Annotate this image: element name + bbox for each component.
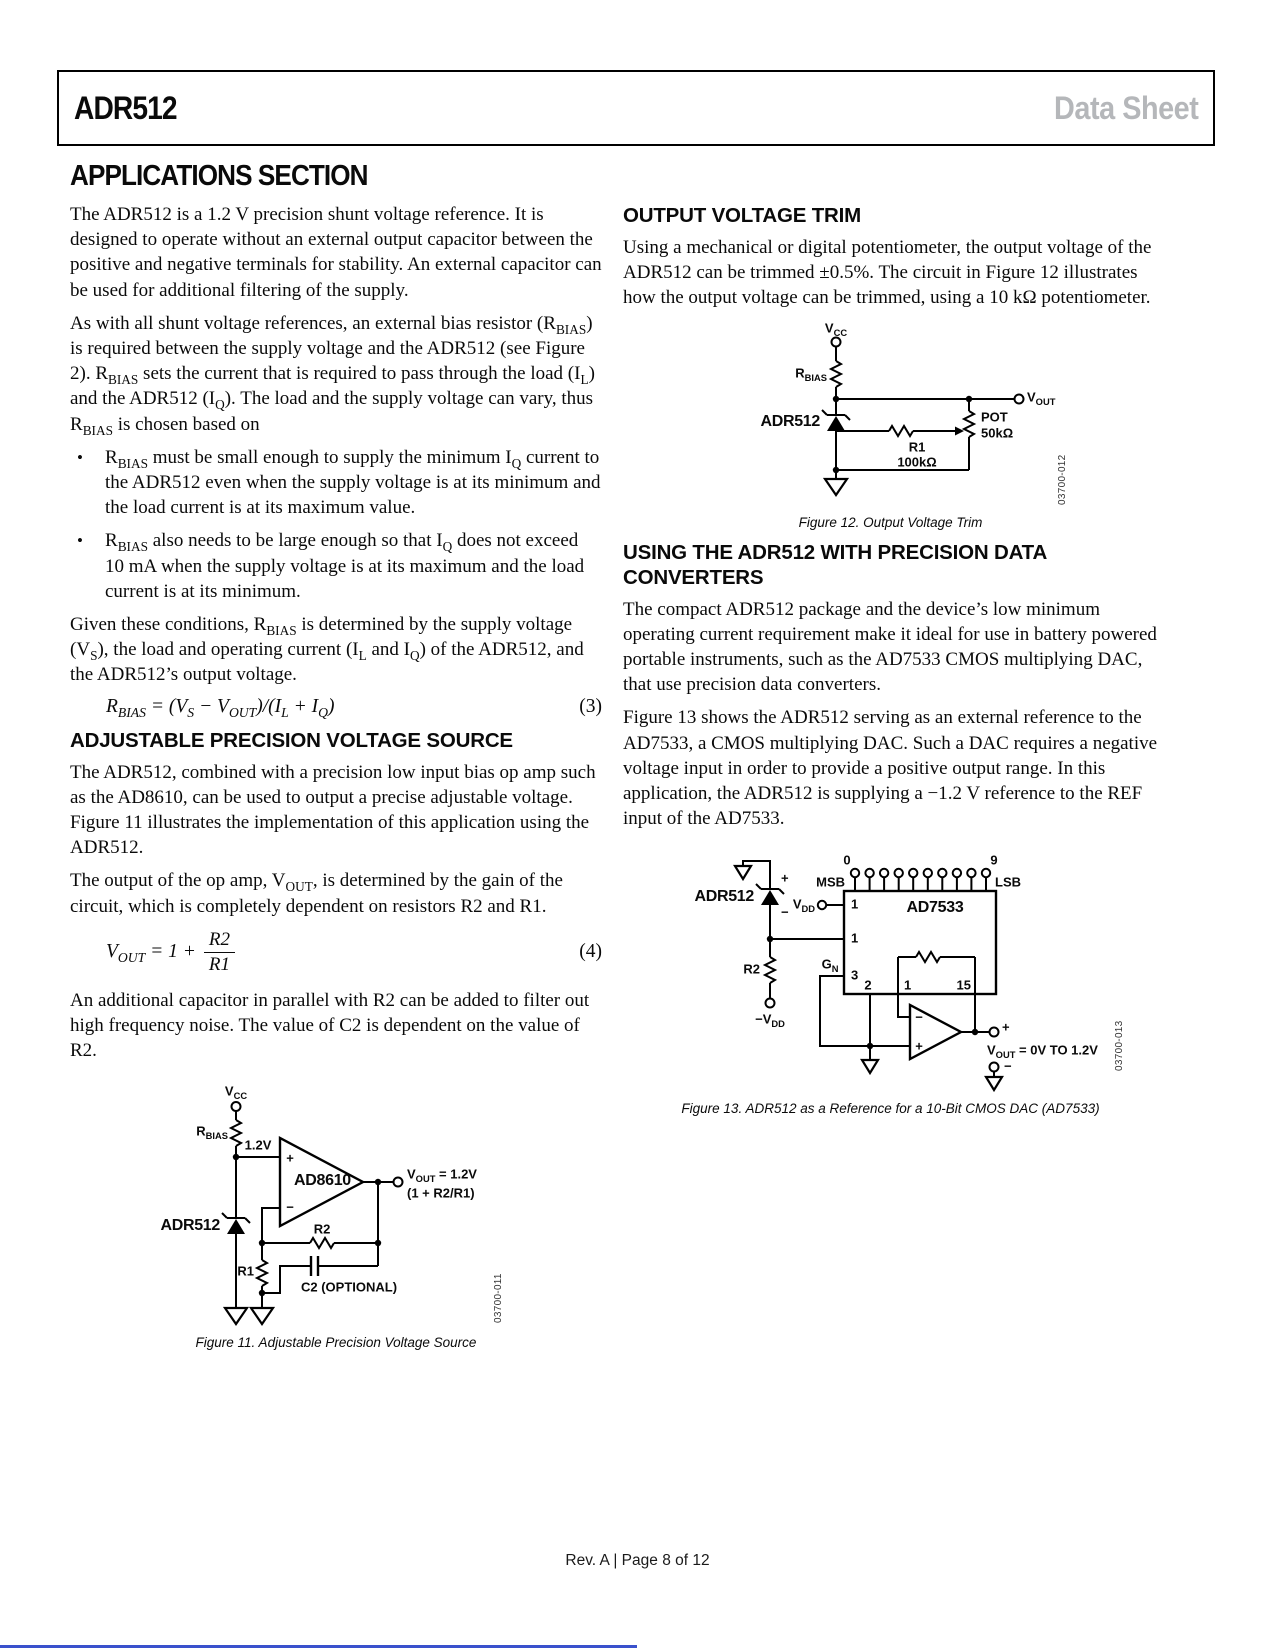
label-vdd: $V_{DD}$ [792,896,815,915]
figure-11-caption: Figure 11. Adjustable Precision Voltage Source [195,1335,477,1351]
ground-symbol [225,1308,247,1324]
bullet-text: $R_{BIAS}$ must be small enough to supply the minimum $I_Q$ current to the ADR512 even when the supply voltage is at its minimum and the load current is at its maximum value. [105,446,601,519]
label-pot-value: 50kΩ [981,425,1014,441]
label-opamp-minus: − [286,1200,294,1216]
label-opamp-plus: + [915,1038,923,1054]
label-pin15: 15 [956,977,971,993]
fraction-denominator: R1 [208,953,231,975]
equation-body: $R_{BIAS} = (V_S - V_{OUT})/(I_L + I_Q)$ [106,695,335,720]
paragraph: The ADR512, combined with a precision low input bias op amp such as the AD8610, can be used to output a precise adjustable voltage. Figure 11 illustrates the implementation of this application using the ADR512. [70,761,596,859]
figure-code: 03700-011 [493,1273,504,1324]
ground-symbol [986,1077,1002,1090]
bullet-item [70,445,602,521]
paragraph: Using a mechanical or digital potentiometer, the output voltage of the ADR512 can be trimmed ±0.5%. The circuit in Figure 12 illustrates how the output voltage can be trimmed, using a 10 kΩ potentiometer. [623,237,1152,309]
resistor-rbias [831,361,841,387]
zener-diode-adr512 [761,890,779,905]
figure-12-caption: Figure 12. Output Voltage Trim [798,514,983,530]
label-c2: C2 (OPTIONAL) [301,1280,398,1296]
label-vout: $V_{OUT} = 0V$ TO 1.2V [987,1042,1098,1061]
paragraph: Given these conditions, $R_{BIAS}$ is determined by the supply voltage $(V_S)$, the load and operating current ($I_L$ and $I_Q$) of the ADR512, and the ADR512’s output voltage. [70,614,584,686]
paragraph: As with all shunt voltage references, an external bias resistor $(R_{BIAS})$ is required between the supply voltage and the ADR512 (see Figure 2). $R_{BIAS}$ sets the current that is required to pass through the load $(I_L)$ and the ADR512 $(I_Q)$. The load and the supply voltage can vary, thus $R_{BIAS}$ is chosen based on [70,312,595,438]
subsection-title: USING THE ADR512 WITH PRECISION DATA CONVERTERS [623,540,1048,589]
ground-symbol [862,1060,878,1073]
data-bit-pins [851,869,990,891]
equation-4 [70,929,602,976]
figure-13 [658,839,1128,1097]
label-pin2: 2 [864,977,872,993]
label-vcc: $V_{CC}$ [824,320,848,338]
page-footer: Rev. A | Page 8 of 12 [565,1552,710,1569]
label-1v2: 1.2V [244,1138,272,1154]
resistor-r2 [765,957,775,983]
subsection-title: ADJUSTABLE PRECISION VOLTAGE SOURCE [70,728,513,752]
label-msb: MSB [816,874,845,890]
ground-symbol [251,1308,273,1324]
label-ad7533: AD7533 [906,899,964,917]
output-minus-terminal [986,1063,1002,1091]
label-pin3: 3 [851,967,859,983]
label-gn: $G_N$ [821,956,839,975]
label-r1: R1 [237,1264,254,1280]
label-pot: POT [981,409,1008,425]
label-vout: $V_{OUT}$ [1027,389,1056,407]
equation-number: (4) [579,941,602,963]
resistor-r1 [889,426,913,436]
subsection-title: OUTPUT VOLTAGE TRIM [623,204,862,227]
paragraph: The output of the op amp, $V_{OUT}$, is determined by the gain of the circuit, which is completely dependent on resistors R2 and R1. [70,870,563,917]
zener-diode-adr512 [222,1213,250,1308]
supply-rail [831,337,841,415]
label-adr512: ADR512 [760,412,820,430]
paragraph: The compact ADR512 package and the device’s low minimum operating current requirement make it ideal for use in battery powered portable instruments, such as the AD7533 CMOS multiplying DAC, that use precision data converters. [623,598,1157,696]
label-opamp-plus: + [286,1151,294,1167]
page-title: APPLICATIONS SECTION [70,160,368,192]
figure-12 [693,319,1133,511]
product-name: ADR512 [74,89,177,126]
right-column [623,203,1158,1124]
label-r1-value: 100kΩ [897,454,937,470]
resistor-rbias [231,1120,241,1146]
label-out-plus: + [1002,1019,1010,1035]
label-diode-minus: − [781,904,789,920]
vdd-pin [818,901,844,909]
label-rbias: $R_{BIAS}$ [795,365,827,383]
wiper-arrow [955,426,964,435]
bullet-icon: • [77,531,83,551]
label-opamp-minus: − [915,1009,923,1025]
figure-code: 03700-013 [1114,1020,1125,1072]
fraction [204,929,235,976]
bullet-icon: • [77,447,83,467]
label-pin1b: 1 [851,930,859,946]
label-neg-vdd: $-V_{DD}$ [755,1011,785,1030]
zener-diode-adr512 [822,410,850,470]
label-bit0: 0 [843,852,851,868]
resistor-r1 [257,1260,267,1286]
label-out-minus: − [1004,1058,1012,1074]
label-diode-plus: + [781,870,789,886]
label-gain: (1 + R2/R1) [407,1186,475,1202]
out1-to-opamp [898,994,910,1017]
label-r2: R2 [743,961,760,977]
label-ad8610: AD8610 [294,1172,351,1190]
fraction-numerator: R2 [204,929,235,953]
potentiometer [964,411,974,437]
paragraph: Figure 13 shows the ADR512 serving as an external reference to the AD7533, a CMOS multiplying DAC. Such a DAC requires a negative voltage input in order to provide a positive output range. In this application, the ADR512 is supplying a −1.2 V reference to the REF input of the AD7533. [623,707,1158,830]
label-adr512: ADR512 [694,888,754,906]
label-bit9: 9 [990,852,998,868]
figure-13-caption: Figure 13. ADR512 as a Reference for a 10-Bit CMOS DAC (AD7533) [681,1101,1100,1117]
ground-symbol [735,866,751,879]
label-adr512: ADR512 [160,1217,220,1235]
label-rbias: $R_{BIAS}$ [196,1124,228,1142]
capacitor-c2 [311,1256,318,1276]
figure-code: 03700-012 [1057,454,1068,505]
doc-type-label: Data Sheet [1053,89,1198,126]
figure-11 [70,1071,602,1331]
label-lsb: LSB [995,874,1021,890]
bullet-item [70,528,602,604]
paragraph: The ADR512 is a 1.2 V precision shunt voltage reference. It is designed to operate without an external output capacitor between the positive and negative terminals for stability. An external capacitor can be used for additional filtering of the supply. [70,204,602,301]
header [57,70,1215,146]
equation-body: $V_{OUT} = 1$ + [106,941,196,966]
label-pin1a: 1 [851,896,859,912]
left-column [70,160,602,1358]
resistor-r2 [310,1238,334,1248]
ground-symbol [825,479,847,495]
label-vcc: $V_{CC}$ [224,1084,248,1102]
label-vout: $V_{OUT} = 1.2V$ [407,1167,477,1185]
label-r1: R1 [908,439,926,455]
bullet-text: $R_{BIAS}$ also needs to be large enough so that $I_Q$ does not exceed 10 mA when the supply voltage is at its maximum and the load current is at its minimum. [105,530,585,602]
paragraph: An additional capacitor in parallel with R2 can be added to filter out high frequency noise. The value of C2 is dependent on the value of R2. [70,989,590,1062]
equation-number: (3) [579,695,602,717]
bottom-accent-rule [0,1645,637,1648]
label-pin1c: 1 [904,977,912,993]
label-r2: R2 [313,1222,331,1238]
equation-3 [70,696,602,718]
